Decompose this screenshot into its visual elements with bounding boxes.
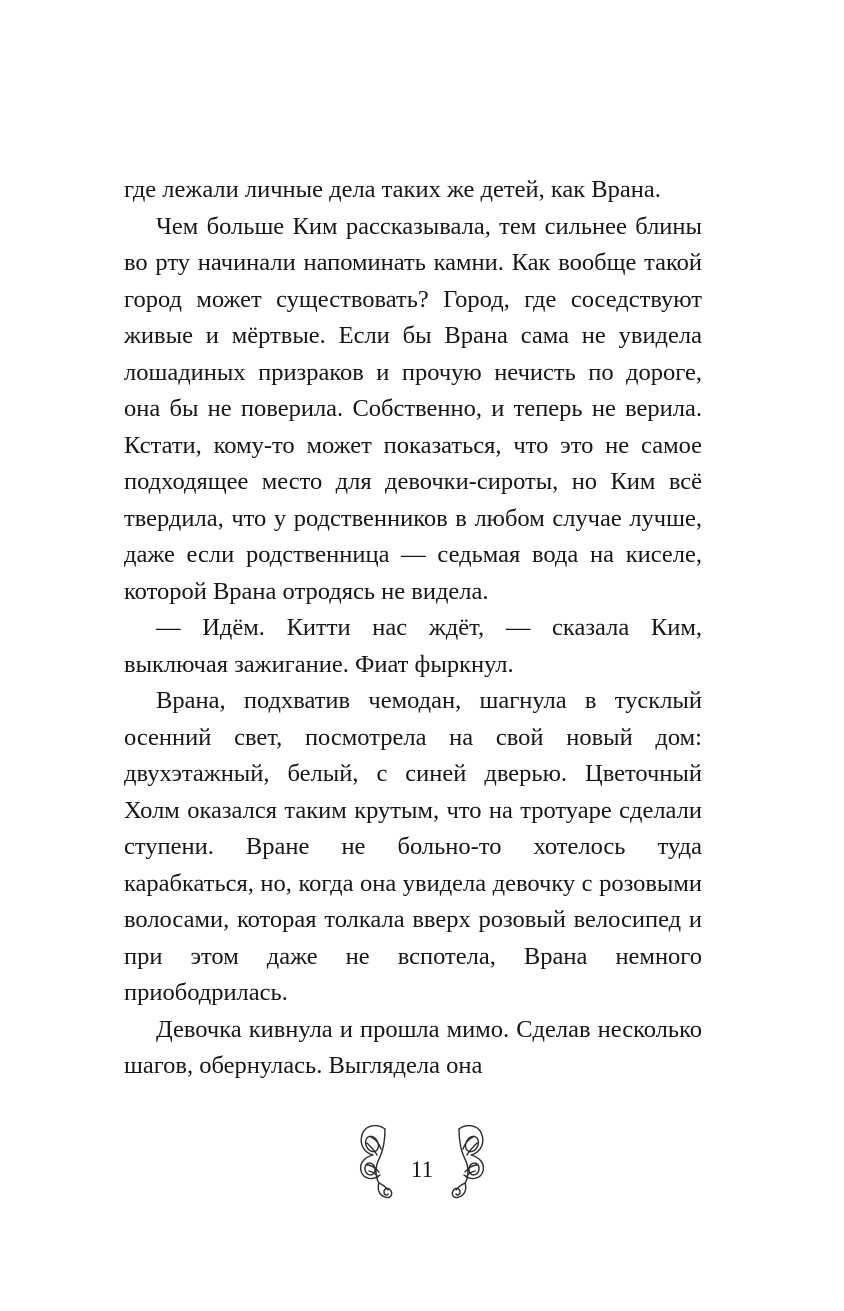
paragraph: Врана, подхватив чемодан, шагнула в тусклый осенний свет, посмотрела на свой новый дом: двухэтажный, белый, с синей дверью. Цветочный Холм оказался таким крутым, что на тротуаре сделали ступени. Вране не больно-то хотелось туда карабкаться, но, когда она увидела девочку с розовыми волосами, которая толкала вверх розовый велосипед и при этом даже не вспотела, Врана немного приободрилась. [124, 687, 702, 1006]
paragraph: Чем больше Ким рассказывала, тем сильнее блины во рту начинали напоминать камни. Как вообще такой город может существовать? Город, где соседствуют живые и мёртвые. Если бы Врана сама не увидела лошадиных призраков и прочую нечисть по дороге, она бы не поверила. Собственно, и теперь не верила. Кстати, кому-то может показаться, что это не самое подходящее место для девочки-сироты, но Ким всё твердила, что у родственников в любом случае лучше, даже если родственница — седьмая вода на киселе, которой Врана отродясь не видела. [124, 212, 702, 605]
butterfly-ornament-left-icon [355, 1121, 409, 1205]
paragraph: где лежали личные дела таких же детей, как Врана. [124, 176, 661, 203]
page-number: 11 [410, 1156, 434, 1182]
body-text [124, 172, 702, 1085]
page-footer [0, 1118, 844, 1208]
paragraph: Девочка кивнула и прошла мимо. Сделав несколько шагов, обернулась. Выглядела она [124, 1015, 702, 1079]
butterfly-ornament-right-icon [435, 1121, 489, 1205]
paragraph: — Идём. Китти нас ждёт, — сказала Ким, выключая зажигание. Фиат фыркнул. [124, 614, 702, 678]
